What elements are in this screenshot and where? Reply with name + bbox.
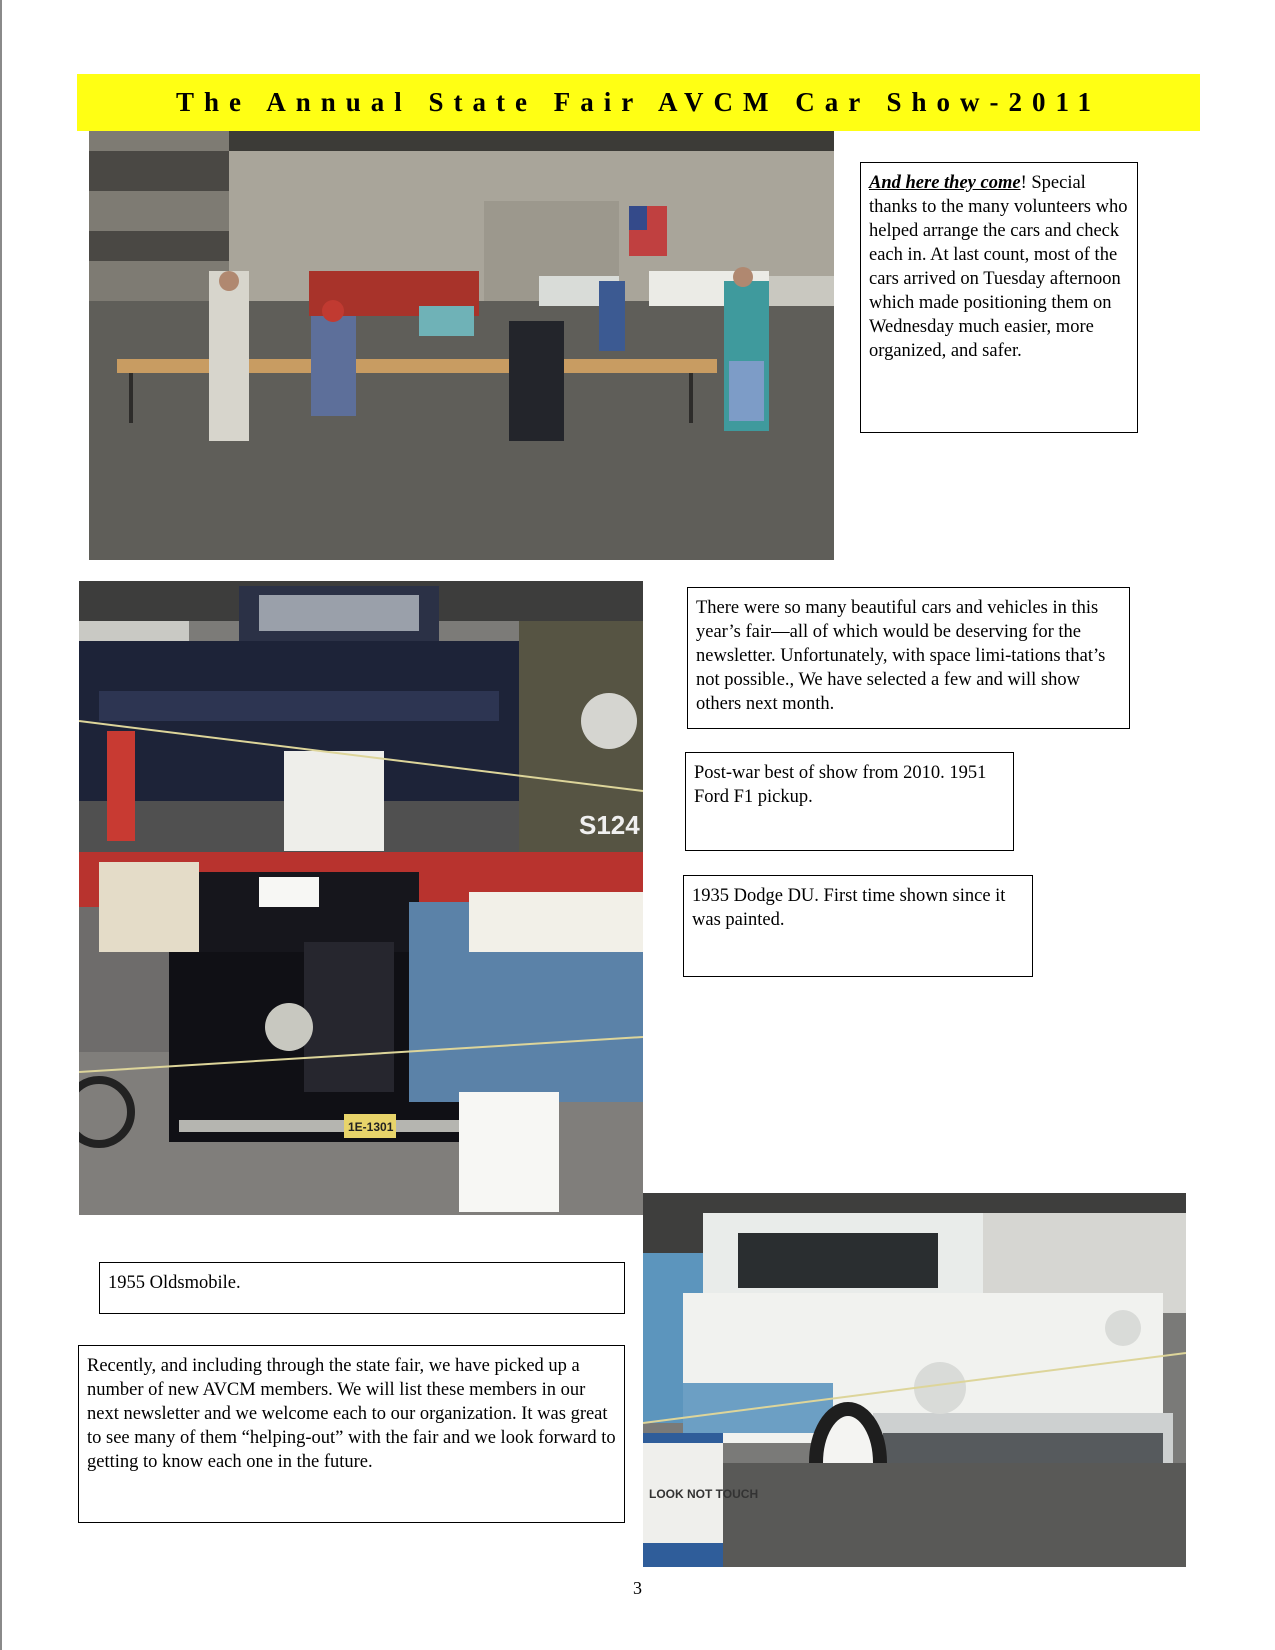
photo-check-in-hall (89, 131, 834, 560)
caption-arrivals-text: ! Special thanks to the many volunteers who helped arrange the cars and check each in. At last count, most of the cars arrived on Tuesday afternoon which made positioning them on Wednesday much easier, more organized, and safer. (869, 173, 1128, 361)
photo-ford-f1 (79, 581, 643, 852)
olds-sign-text: LOOK NOT TOUCH (649, 1487, 759, 1501)
caption-members-text: Recently, and including through the state fair, we have picked up a number of new AVCM members. We will list these members in our next newsletter and we welcome each to our organization. It was great to see many of them “helping-out” with the fair and we look forward to getting to know each one in the future. (87, 1356, 616, 1472)
caption-olds-text: 1955 Oldsmobile. (108, 1273, 241, 1293)
photo-oldsmobile (643, 1193, 1186, 1567)
caption-arrivals (860, 162, 1138, 433)
page-left-rule (0, 0, 2, 1650)
dodge-plate-text: 1E-1301 (348, 1120, 394, 1134)
banner-title: The Annual State Fair AVCM Car Show-2011 (175, 87, 1102, 117)
truck-plate-text: S124 (579, 810, 640, 840)
caption-ford-text: Post-war best of show from 2010. 1951 Ford F1 pickup. (694, 763, 987, 807)
caption-dodge-text: 1935 Dodge DU. First time shown since it was painted. (692, 886, 1006, 930)
page-banner (77, 74, 1200, 131)
photo-dodge-du (79, 852, 643, 1215)
caption-olds (99, 1262, 625, 1314)
caption-arrivals-lead: And here they come (869, 173, 1021, 193)
caption-members (78, 1345, 625, 1523)
caption-dodge (683, 875, 1033, 977)
page-number: 3 (633, 1578, 642, 1598)
caption-selection-text: There were so many beautiful cars and vehicles in this year’s fair—all of which would be deserving for the newsletter. Unfortunately, with space limi-tations that’s not possible., We have selected a few and will show others next month. (696, 598, 1106, 714)
caption-ford (685, 752, 1014, 851)
caption-selection (687, 587, 1130, 729)
